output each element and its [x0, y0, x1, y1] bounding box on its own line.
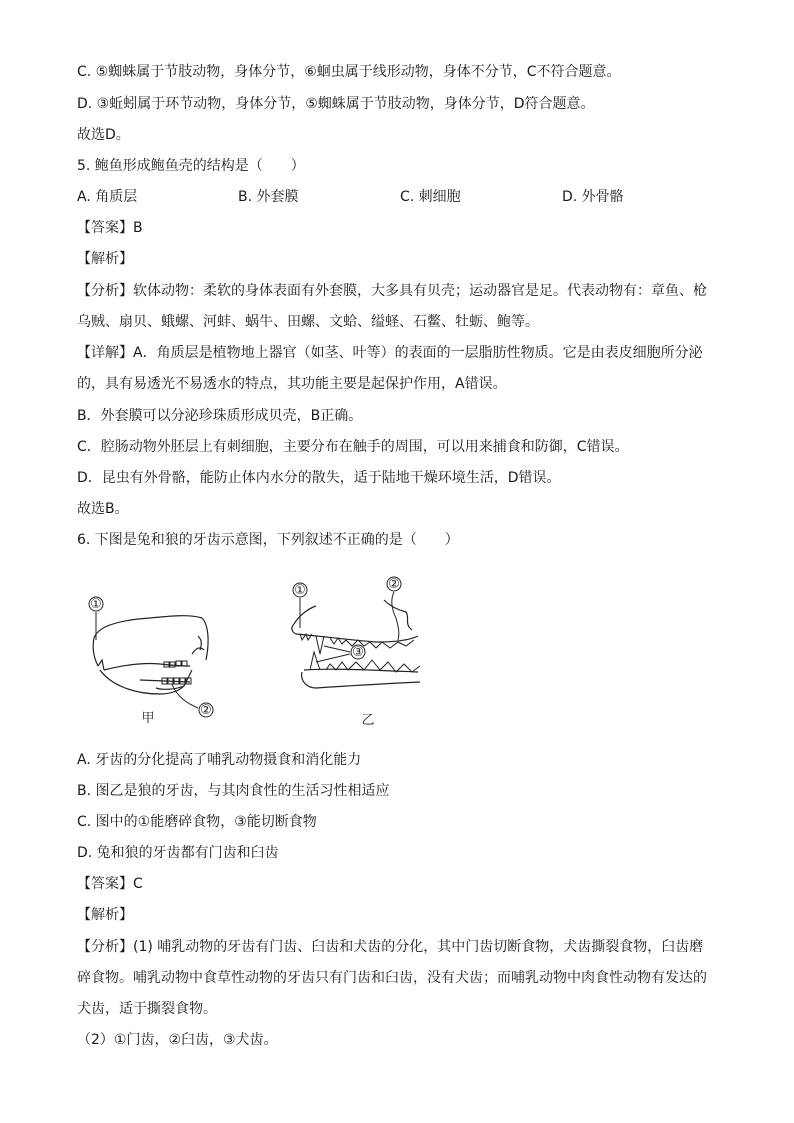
q5-detail-line-1: 【详解】A．角质层是植物地上器官（如茎、叶等）的表面的一层脂肪性物质。它是由表皮细胞所分泌: [77, 345, 703, 361]
teeth-diagram: [80, 570, 440, 735]
q5-detail-line-3: B．外套膜可以分泌珍珠质形成贝壳，B正确。: [77, 408, 363, 424]
q5-option-b: B. 外套膜: [238, 189, 299, 205]
q6-option-d: D. 兔和狼的牙齿都有门齿和臼齿: [77, 845, 279, 861]
q5-option-a: A. 角质层: [77, 189, 138, 205]
q6-analysis-line-1: 【分析】(1) 哺乳动物的牙齿有门齿、臼齿和犬齿的分化，其中门齿切断食物，犬齿撕裂食物，臼齿磨: [77, 939, 704, 955]
q5-analysis-line-2: 乌贼、扇贝、蛾螺、河蚌、蜗牛、田螺、文蛤、缢蛏、石鳖、牡蛎、鲍等。: [77, 314, 539, 330]
q5-detail-line-4: C．腔肠动物外胚层上有刺细胞，主要分布在触手的周围，可以用来捕食和防御，C错误。: [77, 439, 629, 455]
rabbit-marker-2: ②: [200, 703, 212, 718]
q6-option-a: A. 牙齿的分化提高了哺乳动物摄食和消化能力: [77, 752, 362, 768]
question-5: 5. 鲍鱼形成鲍鱼壳的结构是（ ）: [77, 158, 305, 174]
q6-option-c: C. 图中的①能磨碎食物，③能切断食物: [77, 814, 317, 830]
q5-option-c: C. 刺细胞: [400, 189, 461, 205]
q6-option-b: B. 图乙是狼的牙齿，与其肉食性的生活习性相适应: [77, 783, 390, 799]
q6-jiexi-heading: 【解析】: [77, 907, 133, 923]
q5-option-d: D. 外骨骼: [562, 189, 624, 205]
label-yi: 乙: [361, 713, 375, 728]
q5-select-b: 故选B。: [77, 501, 129, 517]
line-c-option-analysis: C. ⑤蜘蛛属于节肢动物，身体分节，⑥蛔虫属于线形动物，身体不分节，C不符合题意。: [77, 64, 621, 80]
wolf-pointer-lines: [300, 592, 399, 662]
q6-analysis-line-4: （2）①门齿，②臼齿，③犬齿。: [77, 1032, 278, 1048]
rabbit-marker-1: ①: [90, 597, 102, 612]
q6-analysis-line-3: 犬齿，适于撕裂食物。: [77, 1001, 217, 1017]
q5-answer: 【答案】B: [77, 220, 143, 236]
line-d-option-analysis: D. ③蚯蚓属于环节动物，身体分节，⑤蜘蛛属于节肢动物，身体分节，D符合题意。: [77, 96, 595, 112]
q5-detail-line-2: 的，具有易透光不易透水的特点，其功能主要是起保护作用，A错误。: [77, 376, 507, 392]
wolf-skull-drawing: [292, 600, 420, 688]
wolf-marker-2: ②: [388, 577, 400, 592]
wolf-marker-1: ①: [294, 583, 306, 598]
q5-jiexi-heading: 【解析】: [77, 251, 133, 267]
line-select-d: 故选D。: [77, 127, 130, 143]
wolf-marker-3: ③: [352, 645, 364, 660]
label-jia: 甲: [141, 711, 155, 726]
q5-detail-line-5: D．昆虫有外骨骼，能防止体内水分的散失，适于陆地干燥环境生活，D错误。: [77, 470, 561, 486]
q5-analysis-line-1: 【分析】软体动物：柔软的身体表面有外套膜，大多具有贝壳；运动器官是足。代表动物有：章鱼、枪: [77, 283, 707, 299]
q6-analysis-line-2: 碎食物。哺乳动物中食草性动物的牙齿只有门齿和臼齿，没有犬齿；而哺乳动物中肉食性动物有发达的: [77, 970, 707, 986]
q6-answer: 【答案】C: [77, 876, 143, 892]
question-6: 6. 下图是兔和狼的牙齿示意图，下列叙述不正确的是（ ）: [77, 532, 459, 548]
